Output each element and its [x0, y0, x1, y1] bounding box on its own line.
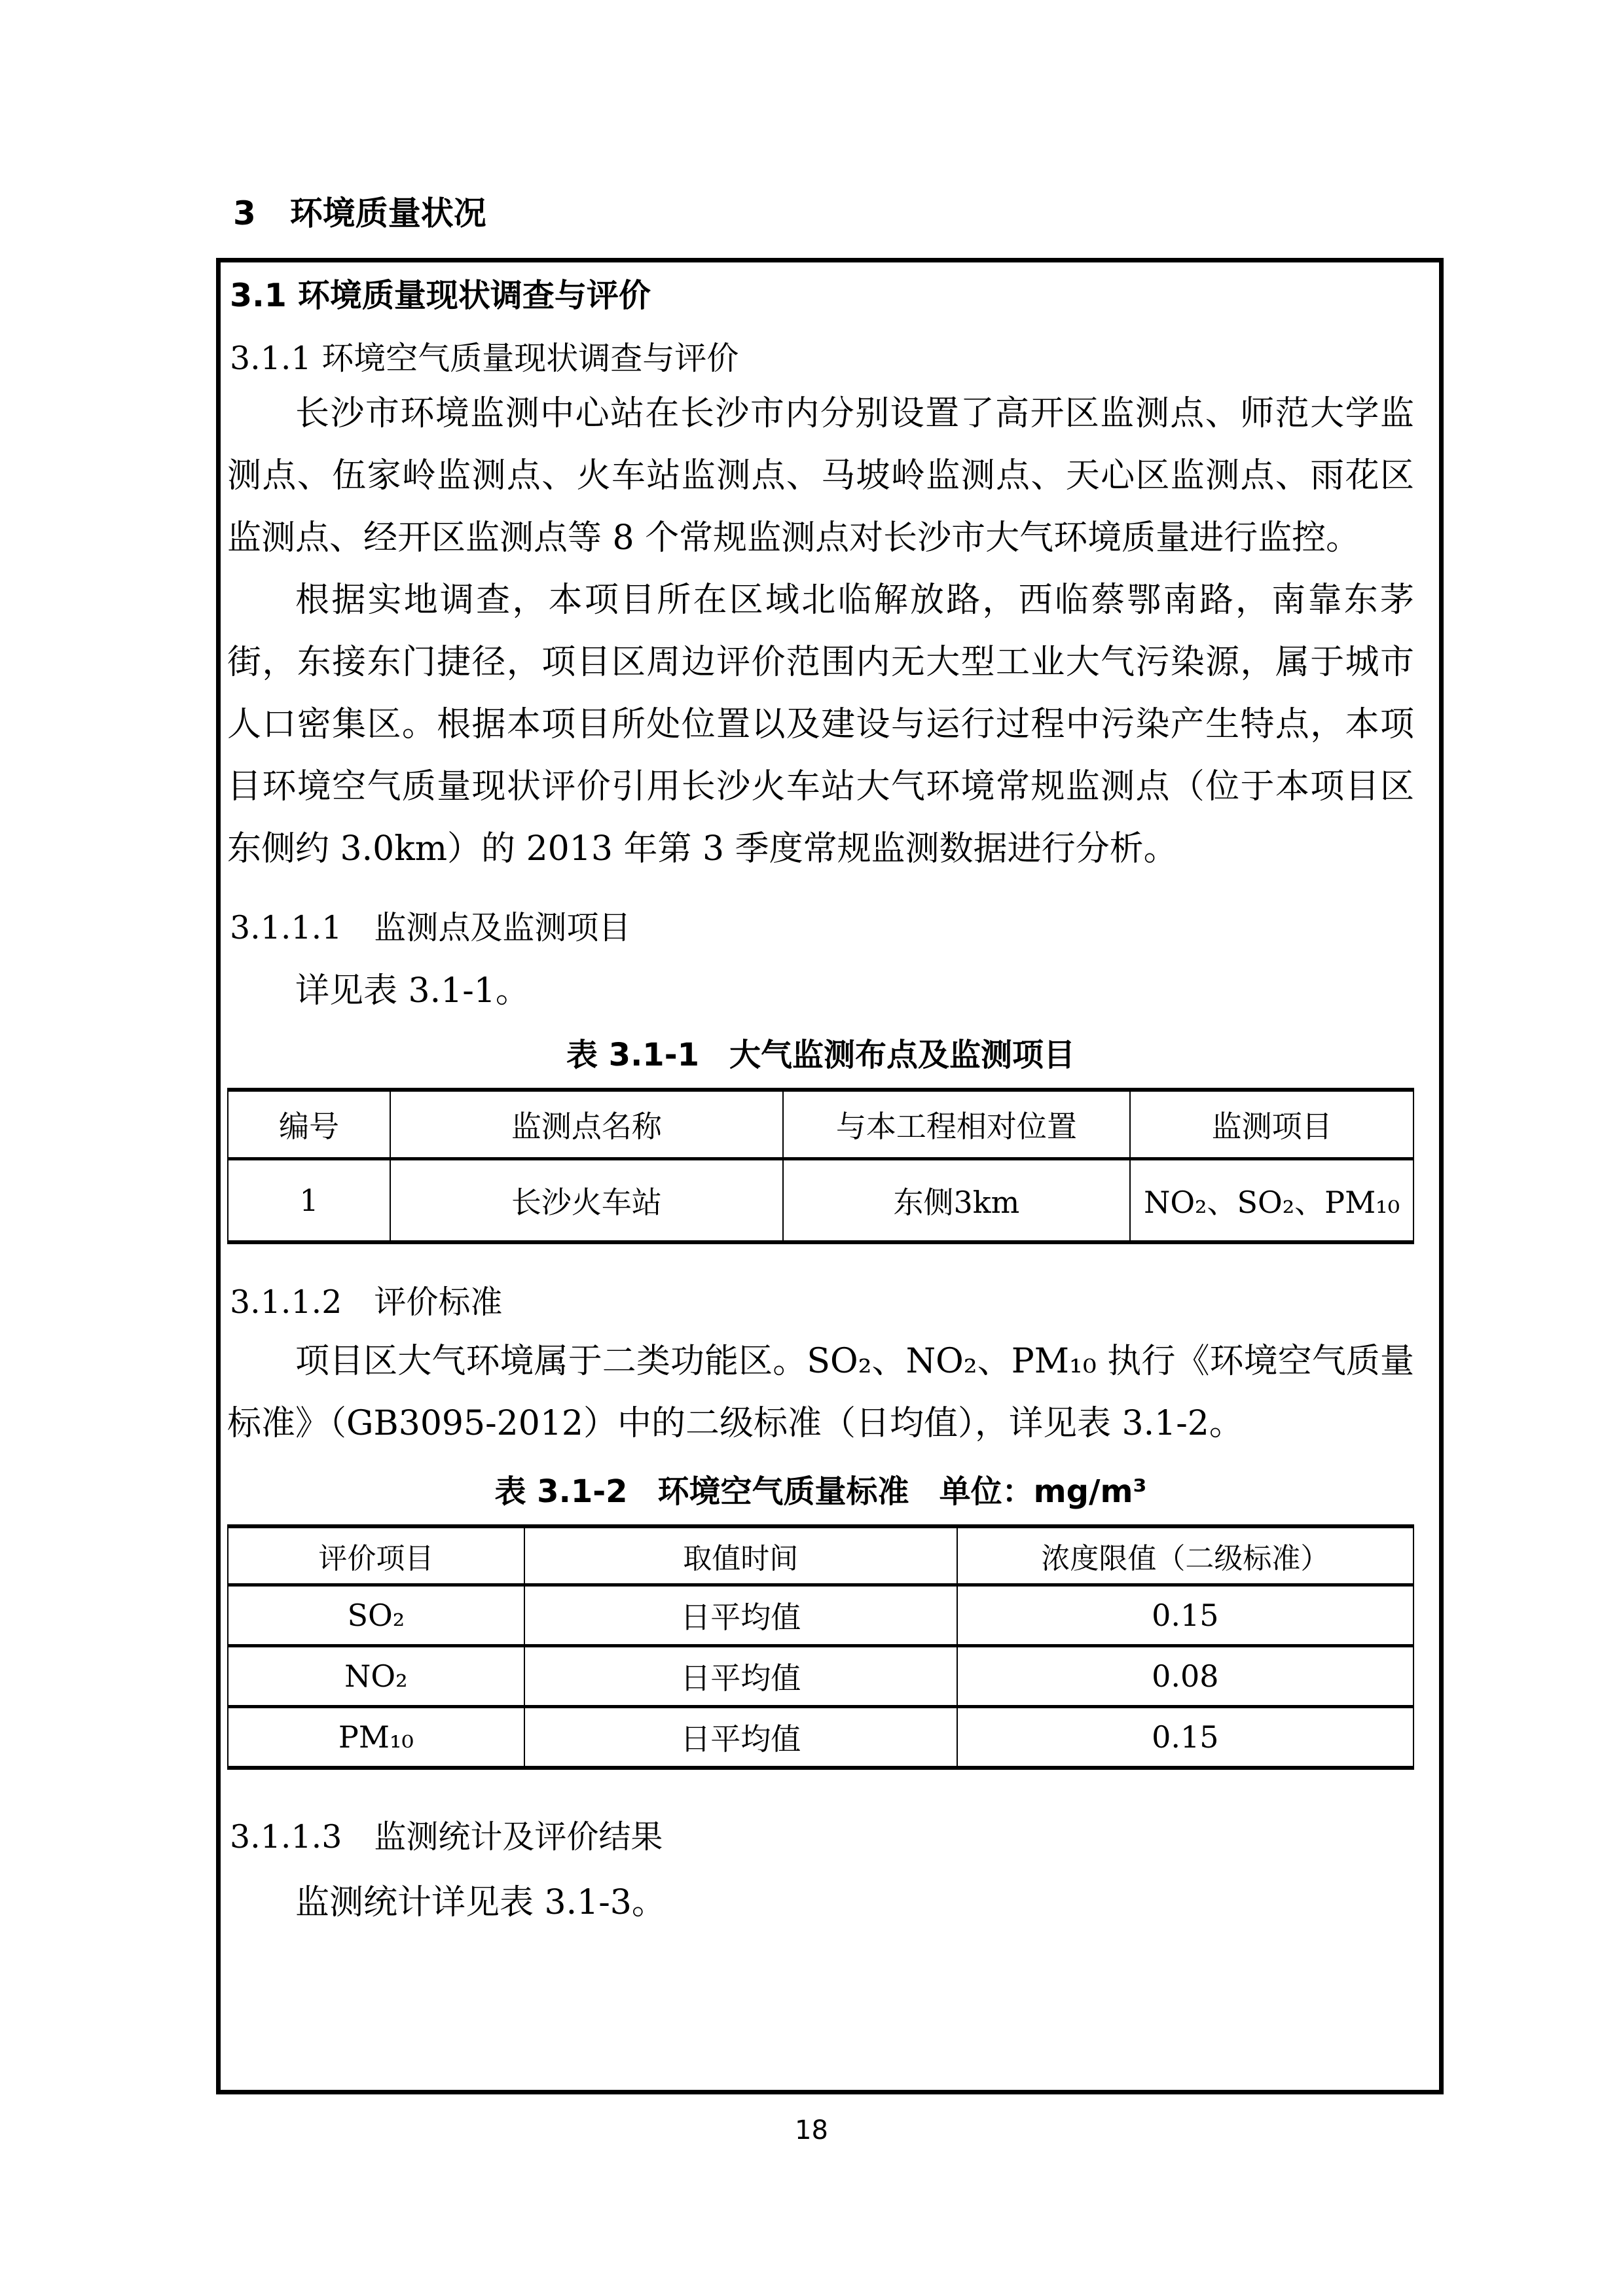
table-312-caption-unit: 单位：mg/m³ — [939, 1473, 1147, 1510]
section-3-1-1-3-heading: 3.1.1.3 监测统计及评价结果 — [230, 1818, 663, 1856]
table-monitoring-points — [227, 1088, 1414, 1244]
col-header-item: 评价项目 — [228, 1526, 524, 1585]
col-header-monitoring-items: 监测项目 — [1130, 1090, 1413, 1159]
paragraph-standards: 项目区大气环境属于二类功能区。SO₂、NO₂、PM₁₀ 执行《环境空气质量标准》（GB3095-2012）中的二级标准（日均值），详见表 3.1-2。 — [227, 1342, 1414, 1443]
cell-time-basis: 日平均值 — [524, 1585, 957, 1646]
table-row — [228, 1585, 1413, 1646]
col-header-relative-position: 与本工程相对位置 — [783, 1090, 1131, 1159]
cell-monitoring-items: NO₂、SO₂、PM₁₀ — [1130, 1159, 1413, 1243]
paragraph-site-survey: 根据实地调查，本项目所在区域北临解放路，西临蔡鄂南路，南靠东茅街，东接东门捷径，项目区周边评价范围内无大型工业大气污染源，属于城市人口密集区。根据本项目所处位置以及建设与运行过程中污染产生特点，本项目环境空气质量现状评价引用长沙火车站大气环境常规监测点（位于本项目区东侧约 3.0km）的 2013 年第 3 季度常规监测数据进行分析。 — [227, 581, 1414, 869]
table-row — [228, 1707, 1413, 1768]
table-311-caption — [227, 1038, 1414, 1072]
cell-relative-position: 东侧3km — [783, 1159, 1131, 1243]
report-content — [221, 262, 1439, 1934]
cell-limit-value: 0.15 — [957, 1585, 1413, 1646]
col-header-site-name: 监测点名称 — [390, 1090, 782, 1159]
paragraph-see-table-311: 详见表 3.1-1。 — [295, 971, 530, 1011]
col-header-number: 编号 — [228, 1090, 390, 1159]
col-header-limit: 浓度限值（二级标准） — [957, 1526, 1413, 1585]
cell-pollutant-pm10: PM₁₀ — [228, 1707, 524, 1768]
cell-limit-value: 0.15 — [957, 1707, 1413, 1768]
cell-time-basis: 日平均值 — [524, 1707, 957, 1768]
cell-time-basis: 日平均值 — [524, 1646, 957, 1707]
chapter-title-text: 环境质量状况 — [289, 194, 486, 232]
table-312-caption-title: 环境空气质量标准 — [657, 1473, 909, 1510]
table-312-caption-label: 表 3.1-2 — [494, 1473, 628, 1510]
chapter-number: 3 — [233, 194, 256, 232]
cell-pollutant-no2: NO₂ — [228, 1646, 524, 1707]
table-row — [228, 1526, 1413, 1585]
section-3-1-1-heading: 3.1.1 环境空气质量现状调查与评价 — [230, 340, 739, 377]
table-311-caption-title: 大气监测布点及监测项目 — [729, 1037, 1076, 1073]
table-row — [228, 1090, 1413, 1159]
section-3-1-heading: 3.1 环境质量现状调查与评价 — [230, 277, 651, 314]
table-312-caption — [227, 1475, 1414, 1509]
page-number: 18 — [795, 2115, 828, 2145]
table-row — [228, 1159, 1413, 1243]
cell-limit-value: 0.08 — [957, 1646, 1413, 1707]
cell-number: 1 — [228, 1159, 390, 1243]
cell-site-name: 长沙火车站 — [390, 1159, 782, 1243]
chapter-title — [233, 195, 486, 232]
report-content-box — [216, 258, 1444, 2094]
table-row — [228, 1646, 1413, 1707]
section-3-1-1-1-heading: 3.1.1.1 监测点及监测项目 — [230, 909, 631, 946]
paragraph-see-table-313: 监测统计详见表 3.1-3。 — [295, 1883, 666, 1922]
table-air-quality-standards — [227, 1524, 1414, 1770]
paragraph-monitoring-points: 长沙市环境监测中心站在长沙市内分别设置了高开区监测点、师范大学监测点、伍家岭监测点、火车站监测点、马坡岭监测点、天心区监测点、雨花区监测点、经开区监测点等 8 个常规监测点对长沙市大气环境质量进行监控。 — [227, 394, 1414, 558]
table-311-caption-label: 表 3.1-1 — [566, 1037, 700, 1073]
col-header-time-basis: 取值时间 — [524, 1526, 957, 1585]
cell-pollutant-so2: SO₂ — [228, 1585, 524, 1646]
section-3-1-1-2-heading: 3.1.1.2 评价标准 — [230, 1283, 503, 1321]
